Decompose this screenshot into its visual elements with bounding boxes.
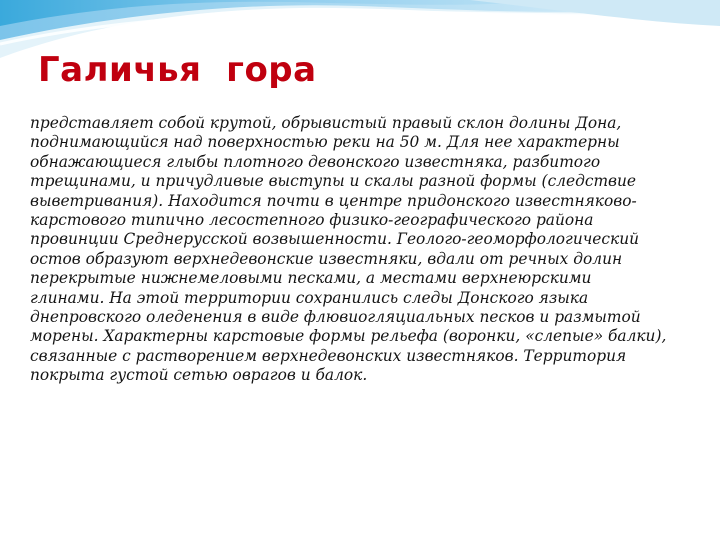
- slide-title: Галичья гора: [38, 50, 317, 90]
- slide-body-text: представляет собой крутой, обрывистый правый склон долины Дона, поднимающийся над поверхностью реки на 50 м. Для нее характерны обнажающиеся глыбы плотного девонского известняка, разбитого трещинами, и причудливые выступы и скалы разной формы (следствие выветривания). Находится почти в центре придонского известняково-карстового типично лесостепного физико-географического района провинции Среднерусской возвышенности. Геолого-геоморфологический остов образуют верхнедевонские известняки, вдали от речных долин перекрытые нижнемеловыми песками, а местами верхнеюрскими глинами. На этой территории сохранились следы Донского языка днепровского оледенения в виде флювиогляциальных песков и размытой морены. Характерны карстовые формы рельефа (воронки, «слепые» балки), связанные с растворением верхнедевонских известняков. Территория покрыта густой сетью оврагов и балок.: [30, 114, 667, 385]
